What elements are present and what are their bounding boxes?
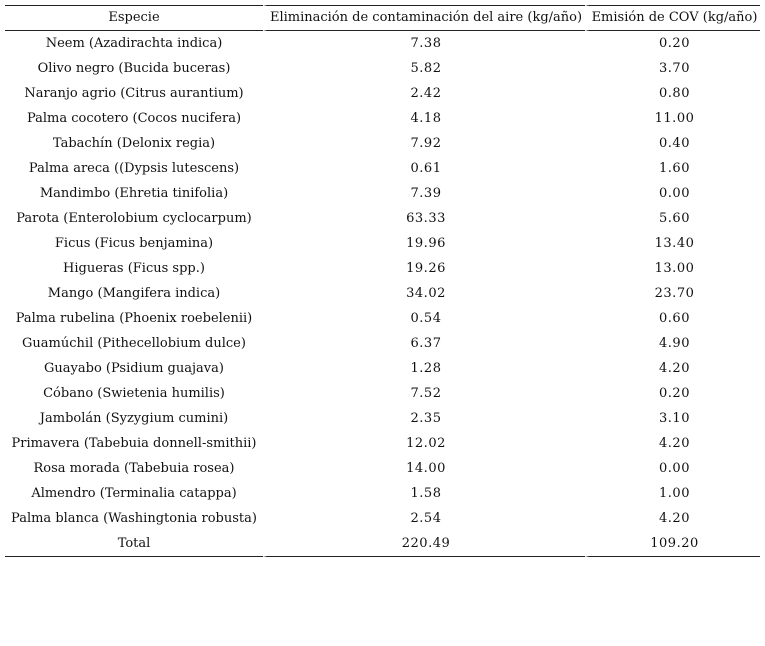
table-row — [5, 281, 760, 306]
voc-emission-cell: 4.20 — [585, 506, 760, 531]
species-cell: Naranjo agrio (Citrus aurantium) — [24, 86, 244, 101]
species-cell: Guayabo (Psidium guajava) — [44, 361, 224, 376]
air-removal-cell: 2.54 — [263, 506, 585, 531]
table-row — [5, 81, 760, 106]
table-row — [5, 156, 760, 181]
air-removal-cell: 2.35 — [263, 406, 585, 431]
table-body — [5, 31, 760, 531]
header-especie: Especie — [5, 5, 263, 31]
table-row — [5, 56, 760, 81]
air-removal-cell: 7.38 — [263, 31, 585, 56]
air-removal-cell: 19.96 — [263, 231, 585, 256]
header-eliminacion: Eliminación de contaminación del aire (kg/año) — [263, 5, 585, 31]
species-cell: Primavera (Tabebuia donnell-smithii) — [11, 436, 257, 451]
total-eliminacion: 220.49 — [263, 531, 585, 557]
table-row — [5, 456, 760, 481]
table-row — [5, 506, 760, 531]
air-removal-cell: 1.58 — [263, 481, 585, 506]
voc-emission-cell: 13.40 — [585, 231, 760, 256]
header-emision-cov: Emisión de COV (kg/año) — [585, 5, 760, 31]
air-removal-cell: 12.02 — [263, 431, 585, 456]
species-cell: Mango (Mangifera indica) — [47, 286, 221, 301]
species-cell: Almendro (Terminalia catappa) — [31, 486, 237, 501]
species-cell: Rosa morada (Tabebuia rosea) — [33, 461, 235, 476]
air-removal-cell: 14.00 — [263, 456, 585, 481]
table-row — [5, 331, 760, 356]
voc-emission-cell: 3.70 — [585, 56, 760, 81]
air-removal-cell: 0.61 — [263, 156, 585, 181]
voc-emission-cell: 0.40 — [585, 131, 760, 156]
species-cell: Ficus (Ficus benjamina) — [54, 236, 214, 251]
voc-emission-cell: 4.20 — [585, 356, 760, 381]
species-cell: Guamúchil (Pithecellobium dulce) — [22, 336, 246, 351]
air-removal-cell: 1.28 — [263, 356, 585, 381]
voc-emission-cell: 23.70 — [585, 281, 760, 306]
table-row — [5, 381, 760, 406]
air-removal-cell: 4.18 — [263, 106, 585, 131]
table-row — [5, 231, 760, 256]
species-air-pollution-table — [5, 5, 760, 557]
voc-emission-cell: 0.20 — [585, 31, 760, 56]
table-row — [5, 431, 760, 456]
species-cell: Mandimbo (Ehretia tinifolia) — [39, 186, 229, 201]
air-removal-cell: 63.33 — [263, 206, 585, 231]
voc-emission-cell: 3.10 — [585, 406, 760, 431]
species-cell: Tabachín (Delonix regia) — [52, 136, 216, 151]
total-row — [5, 531, 760, 557]
total-label: Total — [5, 531, 263, 557]
species-cell: Cóbano (Swietenia humilis) — [43, 386, 225, 401]
species-cell: Olivo negro (Bucida buceras) — [37, 61, 231, 76]
air-removal-cell: 7.92 — [263, 131, 585, 156]
species-cell: Jambolán (Syzygium cumini) — [39, 411, 229, 426]
voc-emission-cell: 0.80 — [585, 81, 760, 106]
species-cell: Neem (Azadirachta indica) — [45, 36, 223, 51]
species-cell: Higueras (Ficus spp.) — [63, 261, 205, 276]
voc-emission-cell: 0.60 — [585, 306, 760, 331]
air-removal-cell: 2.42 — [263, 81, 585, 106]
header-row — [5, 5, 760, 31]
species-cell: Palma cocotero (Cocos nucifera) — [26, 111, 242, 126]
table-row — [5, 256, 760, 281]
table-row — [5, 306, 760, 331]
table-row — [5, 481, 760, 506]
species-cell: Palma blanca (Washingtonia robusta) — [11, 511, 257, 526]
voc-emission-cell: 13.00 — [585, 256, 760, 281]
voc-emission-cell: 4.20 — [585, 431, 760, 456]
air-removal-cell: 6.37 — [263, 331, 585, 356]
air-removal-cell: 7.52 — [263, 381, 585, 406]
table-row — [5, 131, 760, 156]
table-row — [5, 406, 760, 431]
voc-emission-cell: 0.00 — [585, 456, 760, 481]
air-removal-cell: 5.82 — [263, 56, 585, 81]
table-row — [5, 206, 760, 231]
table-row — [5, 181, 760, 206]
species-cell: Palma areca ((Dypsis lutescens) — [28, 161, 240, 176]
voc-emission-cell: 1.00 — [585, 481, 760, 506]
voc-emission-cell: 0.00 — [585, 181, 760, 206]
table-row — [5, 356, 760, 381]
voc-emission-cell: 0.20 — [585, 381, 760, 406]
air-removal-cell: 19.26 — [263, 256, 585, 281]
air-removal-cell: 0.54 — [263, 306, 585, 331]
air-removal-cell: 7.39 — [263, 181, 585, 206]
voc-emission-cell: 5.60 — [585, 206, 760, 231]
total-emision-cov: 109.20 — [585, 531, 760, 557]
voc-emission-cell: 4.90 — [585, 331, 760, 356]
species-cell: Parota (Enterolobium cyclocarpum) — [16, 211, 252, 226]
voc-emission-cell: 1.60 — [585, 156, 760, 181]
table-row — [5, 106, 760, 131]
table-row — [5, 31, 760, 56]
species-cell: Palma rubelina (Phoenix roebelenii) — [15, 311, 253, 326]
air-removal-cell: 34.02 — [263, 281, 585, 306]
voc-emission-cell: 11.00 — [585, 106, 760, 131]
